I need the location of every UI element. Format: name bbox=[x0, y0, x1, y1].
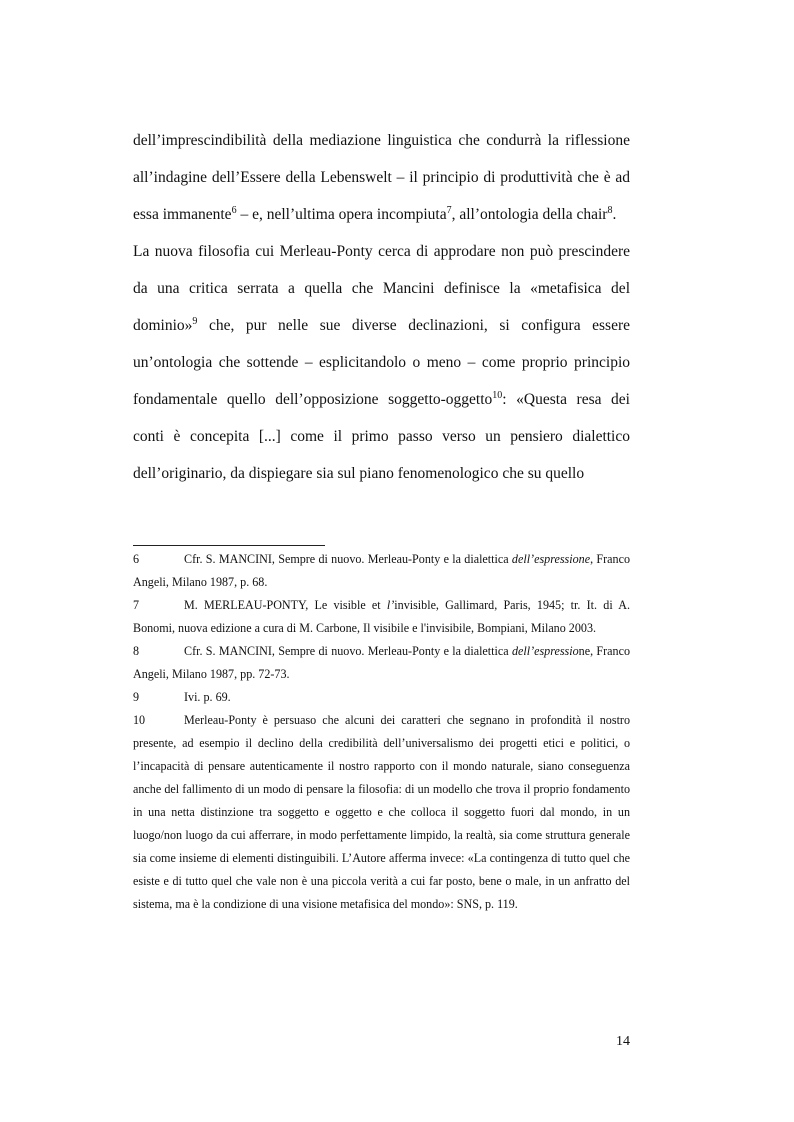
footnote-italic: l’ bbox=[386, 598, 395, 612]
footnote-text: M. MERLEAU-PONTY, Le visible et bbox=[184, 598, 387, 612]
paragraph-1 bbox=[133, 122, 630, 233]
footnote-8 bbox=[133, 640, 630, 686]
document-page bbox=[133, 0, 630, 1122]
paragraph-2-text-2: che, pur nelle sue diverse declinazioni, si configura essere un’ontologia che sottende – esplicitandolo o meno – come proprio principio fondamentale quello dell’opposizione soggetto-oggetto bbox=[133, 317, 630, 408]
footnote-text: Ivi. p. 69. bbox=[184, 690, 231, 704]
footnote-italic: dell’espressio bbox=[511, 644, 579, 658]
page-number: 14 bbox=[616, 1034, 630, 1049]
paragraph-2-text-3: : «Questa resa dei conti è concepita [...] come il primo passo verso un pensiero dialettico dell’originario, da dispiegare sia sul piano fenomenologico che su quello bbox=[133, 391, 630, 482]
paragraph-2-text-1: La nuova filosofia cui Merleau-Ponty cerca di approdare non può prescindere da una critica serrata a quella che Mancini definisce la «metafisica del dominio» bbox=[133, 243, 630, 334]
footnote-text: ne, Franco Angeli, Milano 1987, pp. 72-73. bbox=[133, 644, 630, 681]
paragraph-1-text-4: . bbox=[612, 206, 617, 223]
main-text bbox=[133, 122, 630, 492]
footnote-ref-10[interactable]: 10 bbox=[492, 390, 503, 401]
footnote-number: 10 bbox=[133, 713, 146, 727]
footnote-number: 9 bbox=[133, 690, 140, 704]
footnote-ref-9[interactable]: 9 bbox=[192, 316, 198, 327]
paragraph-1-text-2: – e, nell’ultima opera incompiuta bbox=[236, 206, 447, 223]
footnote-text: Cfr. S. MANCINI, Sempre di nuovo. Merleau-Ponty e la dialettica bbox=[184, 552, 512, 566]
footnote-text: invisible, Gallimard, Paris, 1945; tr. It. di A. Bonomi, nuova edizione a cura di M. Carbone, Il visibile e l'invisibile, Bompiani, Milano 2003. bbox=[133, 598, 630, 635]
footnote-number: 6 bbox=[133, 552, 140, 566]
paragraph-2 bbox=[133, 233, 630, 492]
footnote-divider bbox=[133, 545, 325, 546]
footnote-ref-6[interactable]: 6 bbox=[231, 205, 237, 216]
footnote-10 bbox=[133, 709, 630, 916]
footnote-ref-8[interactable]: 8 bbox=[607, 205, 613, 216]
footnote-9 bbox=[133, 686, 630, 709]
footnote-text: , Franco Angeli, Milano 1987, p. 68. bbox=[133, 552, 630, 589]
footnote-text: Cfr. S. MANCINI, Sempre di nuovo. Merleau-Ponty e la dialettica bbox=[184, 644, 512, 658]
footnote-number: 8 bbox=[133, 644, 140, 658]
footnote-6 bbox=[133, 548, 630, 594]
footnote-ref-7[interactable]: 7 bbox=[446, 205, 452, 216]
footnote-text: Merleau-Ponty è persuaso che alcuni dei caratteri che segnano in profondità il nostro presente, ad esempio il declino della credibilità dell’universalismo dei progetti etici e politici, o l’incapacità di pensare autenticamente il nostro rapporto con il mondo naturale, siano conseguenza anche del fallimento di un modo di pensare la filosofia: di un modello che trova il proprio fondamento in una netta distinzione tra soggetto e oggetto e che colloca il soggetto fuori dal mondo, in un luogo/non luogo da cui afferrare, in modo perfettamente limpido, la realtà, sia come struttura generale sia come insieme di elementi distinguibili. L’Autore afferma invece: «La contingenza di tutto quel che esiste e di tutto quel che vale non è una piccola verità a cui far posto, bene o male, in un anfratto del sistema, ma è la condizione di una visione metafisica del mondo»: SNS, p. 119. bbox=[133, 713, 630, 911]
footnote-italic: dell’espressione bbox=[511, 552, 591, 566]
footnotes-section bbox=[133, 548, 630, 916]
paragraph-1-text-3: , all’ontologia della chair bbox=[451, 206, 608, 223]
footnote-number: 7 bbox=[133, 598, 140, 612]
paragraph-1-text-1: dell’imprescindibilità della mediazione linguistica che condurrà la riflessione all’indagine dell’Essere della Lebenswelt – il principio di produttività che è ad essa immanente bbox=[133, 132, 630, 223]
footnote-7 bbox=[133, 594, 630, 640]
